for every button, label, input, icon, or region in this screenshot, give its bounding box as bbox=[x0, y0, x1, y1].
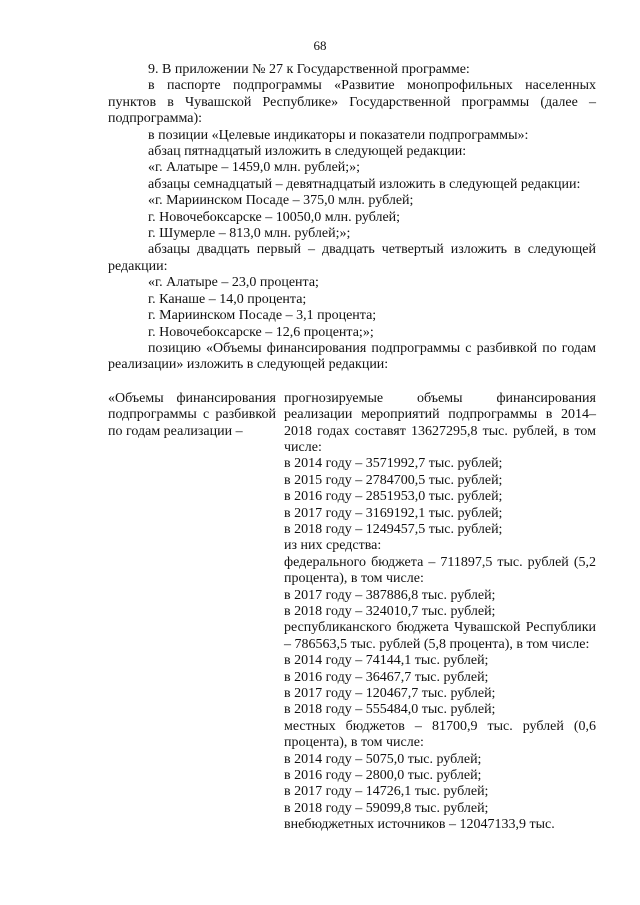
paragraph: г. Шумерле – 813,0 млн. рублей;»; bbox=[148, 226, 351, 242]
financing-line: в 2018 году – 555484,0 тыс. рублей; bbox=[284, 702, 496, 718]
table-right-column bbox=[284, 391, 596, 834]
paragraph: г. Канаше – 14,0 процента; bbox=[148, 291, 307, 307]
financing-line: в 2017 году – 120467,7 тыс. рублей; bbox=[284, 686, 496, 702]
financing-line: в 2018 году – 1249457,5 тыс. рублей; bbox=[284, 521, 503, 537]
table-left-column bbox=[108, 391, 284, 834]
financing-line: в 2017 году – 14726,1 тыс. рублей; bbox=[284, 784, 489, 800]
paragraph: абзацы двадцать первый – двадцать четвертый изложить в следующей редакции: bbox=[108, 242, 596, 274]
financing-line: в 2016 году – 36467,7 тыс. рублей; bbox=[284, 669, 489, 685]
paragraph: г. Мариинском Посаде – 3,1 процента; bbox=[148, 308, 377, 324]
financing-line: федерального бюджета – 711897,5 тыс. рублей (5,2 процента), в том числе: bbox=[284, 554, 596, 587]
paragraph: в паспорте подпрограммы «Развитие монопрофильных населенных пунктов в Чувашской Республике» Государственной программы (далее – подпрограмма): bbox=[108, 78, 596, 127]
paragraph: «г. Алатыре – 23,0 процента; bbox=[148, 275, 319, 291]
page-number: 68 bbox=[313, 38, 327, 53]
financing-line: местных бюджетов – 81700,9 тыс. рублей (0,6 процента), в том числе: bbox=[284, 718, 596, 751]
financing-line: в 2018 году – 324010,7 тыс. рублей; bbox=[284, 604, 496, 619]
financing-line: в 2015 году – 2784700,5 тыс. рублей; bbox=[284, 472, 503, 488]
financing-line: в 2014 году – 5075,0 тыс. рублей; bbox=[284, 751, 482, 767]
financing-line: республиканского бюджета Чувашской Республики – 786563,5 тыс. рублей (5,8 процента), в том числе: bbox=[284, 620, 596, 652]
financing-line: в 2017 году – 3169192,1 тыс. рублей; bbox=[284, 505, 503, 521]
financing-line: в 2014 году – 74144,1 тыс. рублей; bbox=[284, 653, 489, 669]
financing-line: в 2017 году – 387886,8 тыс. рублей; bbox=[284, 587, 496, 603]
paragraph: абзац пятнадцатый изложить в следующей редакции: bbox=[148, 144, 467, 160]
paragraph: «г. Мариинском Посаде – 375,0 млн. рублей; bbox=[148, 193, 414, 209]
paragraph: г. Новочебоксарске – 10050,0 млн. рублей; bbox=[148, 209, 401, 225]
paragraph: г. Новочебоксарске – 12,6 процента;»; bbox=[148, 324, 374, 340]
financing-line: внебюджетных источников – 12047133,9 тыс. bbox=[284, 817, 555, 833]
financing-line: в 2018 году – 59099,8 тыс. рублей; bbox=[284, 800, 489, 816]
paragraph: в позиции «Целевые индикаторы и показатели подпрограммы»: bbox=[148, 127, 529, 143]
financing-line: из них средства: bbox=[284, 538, 382, 554]
document-body bbox=[108, 62, 596, 834]
paragraph: 9. В приложении № 27 к Государственной программе: bbox=[148, 62, 470, 77]
paragraph: позицию «Объемы финансирования подпрограммы с разбивкой по годам реализации» изложить в следующей редакции: bbox=[108, 340, 596, 373]
paragraph: абзацы семнадцатый – девятнадцатый изложить в следующей редакции: bbox=[148, 176, 581, 192]
financing-line: в 2014 году – 3571992,7 тыс. рублей; bbox=[284, 456, 503, 472]
financing-line: прогнозируемые объемы финансирования реализации мероприятий подпрограммы в 2014–2018 годах составят 13627295,8 тыс. рублей, в том числе: bbox=[284, 390, 596, 455]
financing-line: в 2016 году – 2800,0 тыс. рублей; bbox=[284, 768, 482, 784]
position-title: «Объемы финансирования подпрограммы с разбивкой по годам реализации – bbox=[108, 390, 276, 439]
paragraph: «г. Алатыре – 1459,0 млн. рублей;»; bbox=[148, 160, 361, 176]
financing-line: в 2016 году – 2851953,0 тыс. рублей; bbox=[284, 489, 503, 505]
financing-table bbox=[108, 391, 596, 834]
